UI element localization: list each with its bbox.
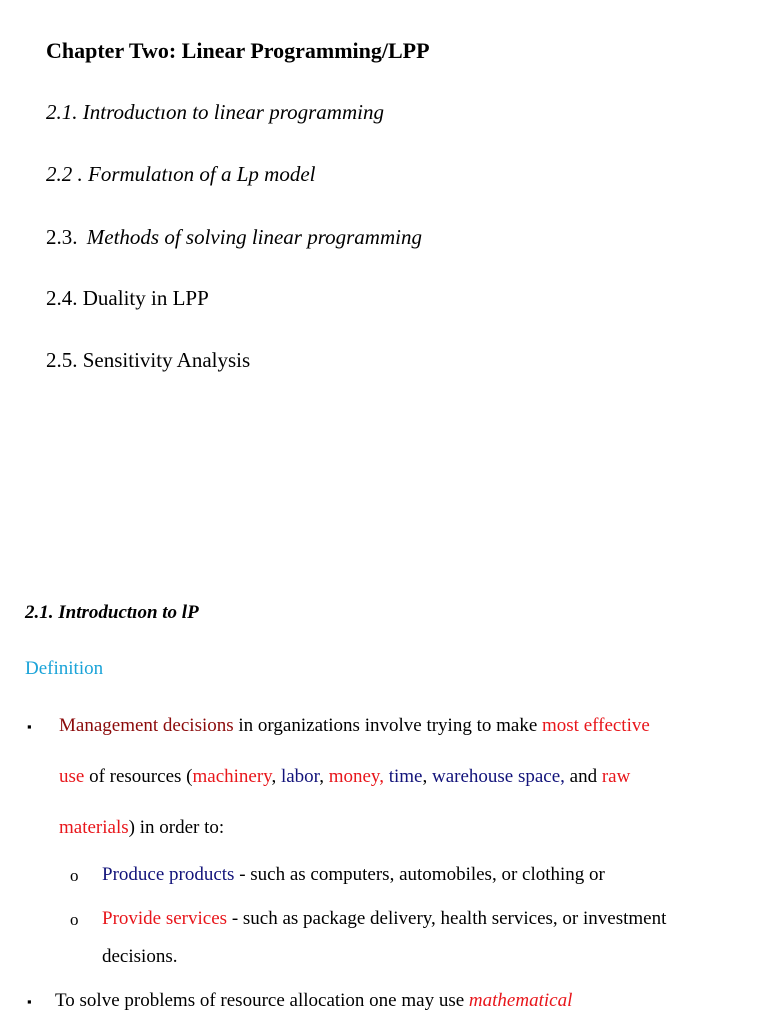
term-provide-services: Provide services [102,908,228,929]
para1-text-1: in organizations involve trying to make [233,715,542,736]
sub1-text: - such as computers, automobiles, or clothing or [234,864,605,885]
toc-item-3 [46,225,422,250]
toc-item-2 [46,162,316,187]
para1-line2 [59,766,630,788]
para1-sep-1: , [271,766,281,787]
sub2-line2: decisions. [102,946,178,967]
definition-label: Definition [25,658,104,679]
para1-sep-4: , [422,766,432,787]
para1-line1 [59,715,650,737]
sub2-text: - such as package delivery, health services, or investment [227,908,667,929]
para2-line1 [55,990,572,1012]
toc-item-4-label: Duality in LPP [82,286,209,310]
toc-item-2-label: Formulatıon of a Lp model [88,162,316,186]
bullet-marker-2: ▪ [27,994,32,1009]
term-use: use [59,766,85,787]
bullet-marker-1: ▪ [27,719,32,734]
toc-item-4-num: 2.4. [46,286,78,310]
toc-item-1-num: 2.1. [46,100,78,124]
term-management-decisions: Management decisions [59,715,234,736]
term-produce-products: Produce products [102,864,235,885]
term-money: money, [328,766,384,787]
term-time: time [388,766,423,787]
sub-marker-2: o [70,910,79,929]
term-materials: materials [59,817,129,838]
term-labor: labor [280,766,320,787]
para2-text: To solve problems of resource allocation one may use [55,990,469,1011]
toc-item-5-label: Sensitivity Analysis [82,348,251,372]
term-warehouse-space: warehouse space, [431,766,565,787]
term-raw: raw [601,766,631,787]
para1-text-2: of resources ( [84,766,193,787]
section-heading: 2.1. Introductıon to lP [25,602,199,623]
chapter-title: Chapter Two: Linear Programming/LPP [46,38,430,63]
para1-text-3: ) in order to: [128,817,225,838]
toc-item-1 [46,100,384,125]
toc-item-1-label: Introductıon to linear programming [82,100,384,124]
toc-item-4 [46,286,209,311]
toc-item-5-num: 2.5. [46,348,78,372]
term-machinery: machinery [192,766,272,787]
para1-sep-5: and [564,766,602,787]
term-mathematical: mathematical [468,990,573,1011]
term-most-effective: most effective [542,715,650,736]
toc-item-3-label: Methods of solving linear programming [86,225,422,249]
toc-item-3-num: 2.3. [46,225,78,249]
sub2-line1 [102,908,666,930]
toc-item-2-num: 2.2 . [46,162,83,186]
toc-item-5 [46,348,250,373]
sub-marker-1: o [70,866,79,885]
sub1-line [102,864,605,886]
para1-sep-2: , [319,766,329,787]
para1-line3 [59,817,224,839]
